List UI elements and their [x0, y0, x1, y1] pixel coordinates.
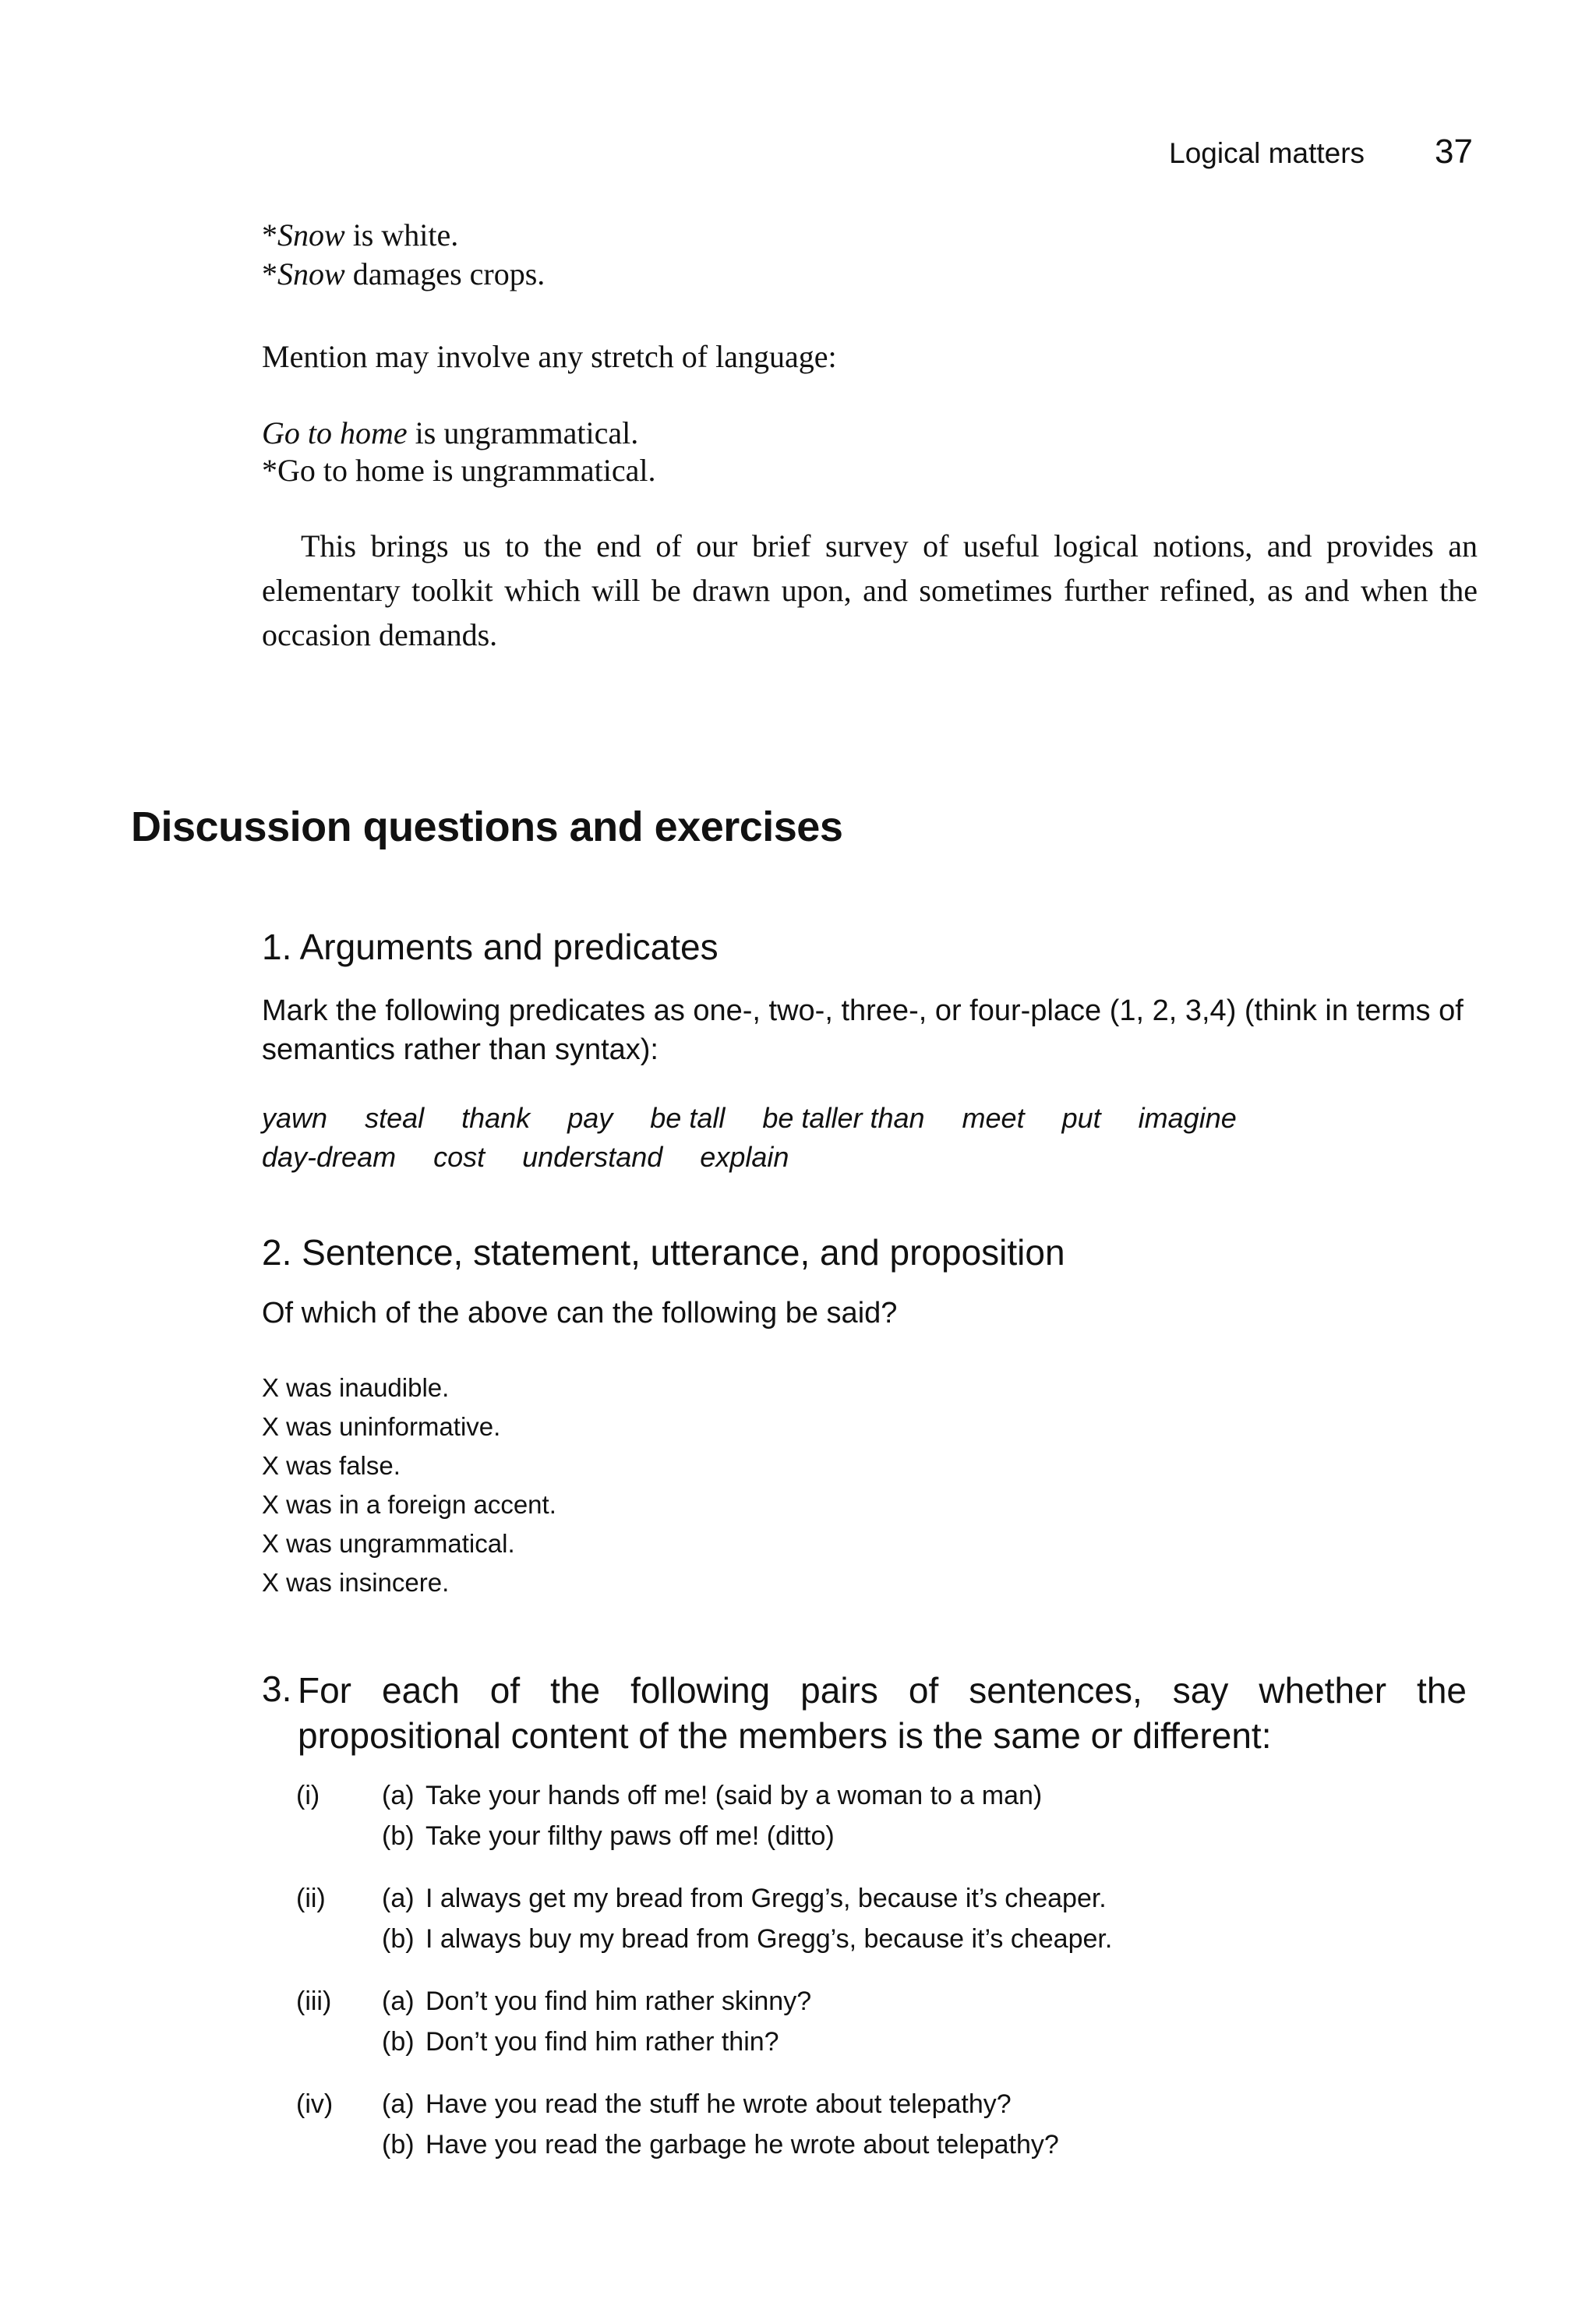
exercise-number: 3.	[262, 1669, 292, 1709]
predicate-word: be tall	[650, 1102, 726, 1134]
list-item: X was insincere.	[262, 1568, 450, 1597]
body-paragraph: This brings us to the end of our brief survey of useful logical notions, and provides an elementary toolkit which will be drawn upon, and sometimes further refined, as and when the occasion demands.	[262, 528, 1478, 652]
exercise-heading-line: propositional content of the members is the same or different:	[298, 1715, 1272, 1756]
sentence-a: I always get my bread from Gregg’s, because it’s cheaper.	[425, 1884, 1107, 1913]
predicate-word: thank	[461, 1102, 531, 1134]
running-title: Logical matters	[1169, 137, 1365, 169]
running-header	[1036, 132, 1473, 179]
predicate-word: steal	[365, 1102, 425, 1134]
predicate-word: pay	[567, 1102, 613, 1134]
sentence-pair	[296, 1981, 1465, 2062]
mention-examples	[262, 415, 1478, 489]
sentence-a: Have you read the stuff he wrote about telepathy?	[425, 2089, 1012, 2119]
list-item: X was ungrammatical.	[262, 1529, 515, 1558]
sentence-label: (a)	[382, 2089, 415, 2119]
sentence-b: Have you read the garbage he wrote about telepathy?	[425, 2130, 1059, 2160]
example-italic: Snow	[277, 256, 345, 291]
example-italic: Go to home	[262, 415, 408, 450]
sentence-b: Take your filthy paws off me! (ditto)	[425, 1821, 835, 1851]
list-item: X was false.	[262, 1451, 401, 1480]
sentence-label: (b)	[382, 1821, 415, 1851]
sentence-label: (b)	[382, 1924, 415, 1954]
example-rest: is ungrammatical.	[407, 415, 639, 450]
predicate-word: put	[1061, 1102, 1101, 1134]
exercise-heading: Sentence, statement, utterance, and proposition	[302, 1232, 1065, 1273]
sentence-b: I always buy my bread from Gregg’s, because it’s cheaper.	[425, 1924, 1113, 1954]
list-item: X was inaudible.	[262, 1373, 450, 1402]
sentence-label: (a)	[382, 1884, 415, 1913]
sentence-pairs	[296, 1775, 1465, 2187]
sentence-pair	[296, 1775, 1465, 1856]
predicate-row	[262, 1138, 1478, 1177]
example-line	[262, 256, 1478, 293]
page-number: 37	[1435, 132, 1473, 171]
list-item: X was uninformative.	[262, 1412, 501, 1441]
example-rest: is white.	[344, 217, 459, 253]
exercise-heading-line: For each of the following pairs of sentences, say whether the	[298, 1670, 1467, 1711]
predicate-word: imagine	[1138, 1102, 1237, 1134]
exercise-number: 2.	[262, 1232, 292, 1273]
predicate-list	[262, 1099, 1478, 1177]
top-examples	[262, 217, 1478, 293]
sentence-b: Don’t you find him rather thin?	[425, 2027, 779, 2057]
pair-numeral: (ii)	[296, 1884, 326, 1913]
list-item: X was in a foreign accent.	[262, 1490, 556, 1519]
exercise-title	[262, 926, 1478, 968]
asterisk: *	[262, 256, 277, 291]
section-title: Discussion questions and exercises	[131, 803, 843, 850]
sentence-a: Take your hands off me! (said by a woman to a man)	[425, 1781, 1043, 1810]
statement-list	[262, 1368, 1478, 1602]
pair-numeral: (iv)	[296, 2089, 334, 2119]
asterisk: *	[262, 217, 277, 253]
example-rest: damages crops.	[344, 256, 546, 291]
pair-numeral: (i)	[296, 1781, 320, 1810]
sentence-label: (b)	[382, 2130, 415, 2160]
sentence-label: (b)	[382, 2027, 415, 2057]
pair-numeral: (iii)	[296, 1986, 332, 2016]
sentence-pair	[296, 1878, 1465, 1959]
predicate-word: cost	[433, 1141, 486, 1173]
exercise-title	[262, 1668, 1478, 1758]
predicate-word: meet	[962, 1102, 1025, 1134]
predicate-word: explain	[700, 1141, 789, 1173]
exercise-instructions: Of which of the above can the following be said?	[262, 1297, 898, 1330]
predicate-word: day-dream	[262, 1141, 397, 1173]
exercise-instructions: Mark the following predicates as one-, two-, three-, or four-place (1, 2, 3,4) (think in terms of semantics rather than syntax):	[262, 994, 1464, 1066]
example-line	[262, 217, 1478, 254]
example-line: *Go to home is ungrammatical.	[262, 453, 656, 488]
sentence-label: (a)	[382, 1781, 415, 1810]
exercise-title	[262, 1231, 1478, 1273]
predicate-word: yawn	[262, 1102, 328, 1134]
predicate-word: understand	[522, 1141, 663, 1173]
example-line	[262, 415, 1478, 452]
sentence-label: (a)	[382, 1986, 415, 2016]
exercise-3	[262, 1668, 1478, 1758]
exercise-heading: Arguments and predicates	[299, 927, 719, 967]
example-italic: Snow	[277, 217, 345, 253]
sentence-a: Don’t you find him rather skinny?	[425, 1986, 812, 2016]
exercise-number: 1.	[262, 927, 292, 967]
mention-lead: Mention may involve any stretch of language:	[262, 339, 837, 374]
predicate-row	[262, 1099, 1478, 1138]
predicate-word: be taller than	[762, 1102, 925, 1134]
sentence-pair	[296, 2084, 1465, 2165]
